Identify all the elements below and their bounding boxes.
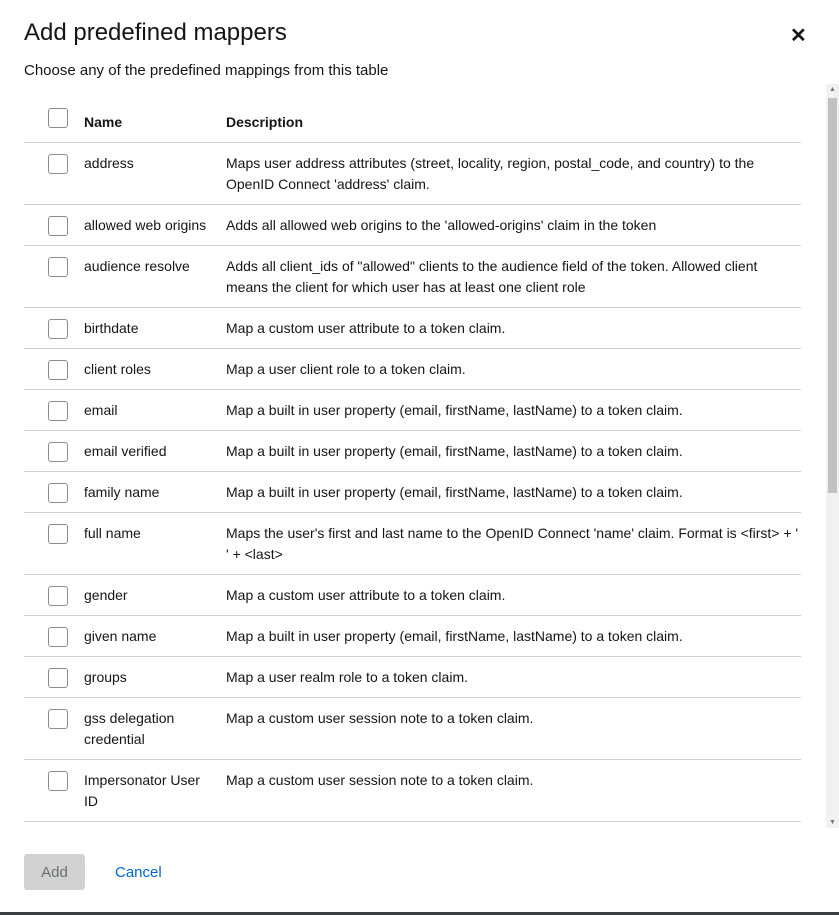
scroll-up-icon[interactable]: ▲ xyxy=(829,86,836,93)
mapper-name: allowed web origins xyxy=(84,205,226,246)
table-row xyxy=(24,349,801,390)
mapper-name: audience resolve xyxy=(84,246,226,308)
mapper-name: given name xyxy=(84,616,226,657)
mapper-name: Impersonator User ID xyxy=(84,760,226,822)
row-checkbox[interactable] xyxy=(48,709,68,729)
row-checkbox[interactable] xyxy=(48,360,68,380)
table-row xyxy=(24,143,801,205)
mappers-table-container[interactable] xyxy=(0,84,839,828)
row-checkbox[interactable] xyxy=(48,586,68,606)
mapper-description: Map a custom user session note to a token claim. xyxy=(226,760,801,822)
row-checkbox[interactable] xyxy=(48,442,68,462)
table-row xyxy=(24,513,801,575)
mapper-description: Adds all client_ids of "allowed" clients to the audience field of the token. Allowed client means the client for which user has at least one client role xyxy=(226,246,801,308)
mapper-name: email verified xyxy=(84,431,226,472)
mapper-name: client roles xyxy=(84,349,226,390)
mapper-description: Map a user realm role to a token claim. xyxy=(226,657,801,698)
mapper-description: Maps user address attributes (street, locality, region, postal_code, and country) to the OpenID Connect 'address' claim. xyxy=(226,143,801,205)
mapper-description: Adds all allowed web origins to the 'allowed-origins' claim in the token xyxy=(226,205,801,246)
mapper-description: Map a built in user property (email, firstName, lastName) to a token claim. xyxy=(226,616,801,657)
mapper-description: Map a custom user attribute to a token claim. xyxy=(226,308,801,349)
mappers-table xyxy=(24,102,801,822)
row-checkbox[interactable] xyxy=(48,771,68,791)
row-checkbox[interactable] xyxy=(48,216,68,236)
cancel-button[interactable]: Cancel xyxy=(109,863,168,882)
mapper-name: family name xyxy=(84,472,226,513)
row-checkbox[interactable] xyxy=(48,524,68,544)
scrollbar[interactable] xyxy=(826,84,839,828)
table-row xyxy=(24,246,801,308)
table-row xyxy=(24,472,801,513)
table-row xyxy=(24,698,801,760)
scrollbar-thumb[interactable] xyxy=(828,98,837,493)
mapper-description: Map a built in user property (email, firstName, lastName) to a token claim. xyxy=(226,390,801,431)
table-row xyxy=(24,390,801,431)
table-row xyxy=(24,575,801,616)
mapper-description: Map a user client role to a token claim. xyxy=(226,349,801,390)
add-button[interactable]: Add xyxy=(24,854,85,890)
row-checkbox[interactable] xyxy=(48,319,68,339)
row-checkbox[interactable] xyxy=(48,627,68,647)
table-header-row xyxy=(24,102,801,143)
column-header-name[interactable]: Name xyxy=(84,102,226,143)
row-checkbox[interactable] xyxy=(48,401,68,421)
mapper-name: gss delegation credential xyxy=(84,698,226,760)
mapper-description: Map a built in user property (email, firstName, lastName) to a token claim. xyxy=(226,472,801,513)
table-row xyxy=(24,308,801,349)
column-header-description: Description xyxy=(226,102,801,143)
row-checkbox[interactable] xyxy=(48,668,68,688)
modal-title: Add predefined mappers xyxy=(24,19,287,46)
row-checkbox[interactable] xyxy=(48,257,68,277)
close-icon[interactable]: ✕ xyxy=(790,25,807,47)
table-row xyxy=(24,616,801,657)
scroll-down-icon[interactable]: ▼ xyxy=(829,819,836,826)
select-all-checkbox[interactable] xyxy=(48,108,68,128)
modal-footer xyxy=(24,854,168,890)
table-row xyxy=(24,431,801,472)
table-row xyxy=(24,657,801,698)
mapper-description: Maps the user's first and last name to the OpenID Connect 'name' claim. Format is <first> + ' ' + <last> xyxy=(226,513,801,575)
mapper-description: Map a custom user attribute to a token claim. xyxy=(226,575,801,616)
mapper-name: birthdate xyxy=(84,308,226,349)
mapper-name: email xyxy=(84,390,226,431)
mapper-description: Map a custom user session note to a token claim. xyxy=(226,698,801,760)
mapper-name: address xyxy=(84,143,226,205)
mapper-name: groups xyxy=(84,657,226,698)
mapper-description: Map a built in user property (email, firstName, lastName) to a token claim. xyxy=(226,431,801,472)
table-row xyxy=(24,760,801,822)
modal-subtitle: Choose any of the predefined mappings from this table xyxy=(24,62,389,79)
row-checkbox[interactable] xyxy=(48,154,68,174)
row-checkbox[interactable] xyxy=(48,483,68,503)
mapper-name: full name xyxy=(84,513,226,575)
mapper-name: gender xyxy=(84,575,226,616)
table-row xyxy=(24,205,801,246)
